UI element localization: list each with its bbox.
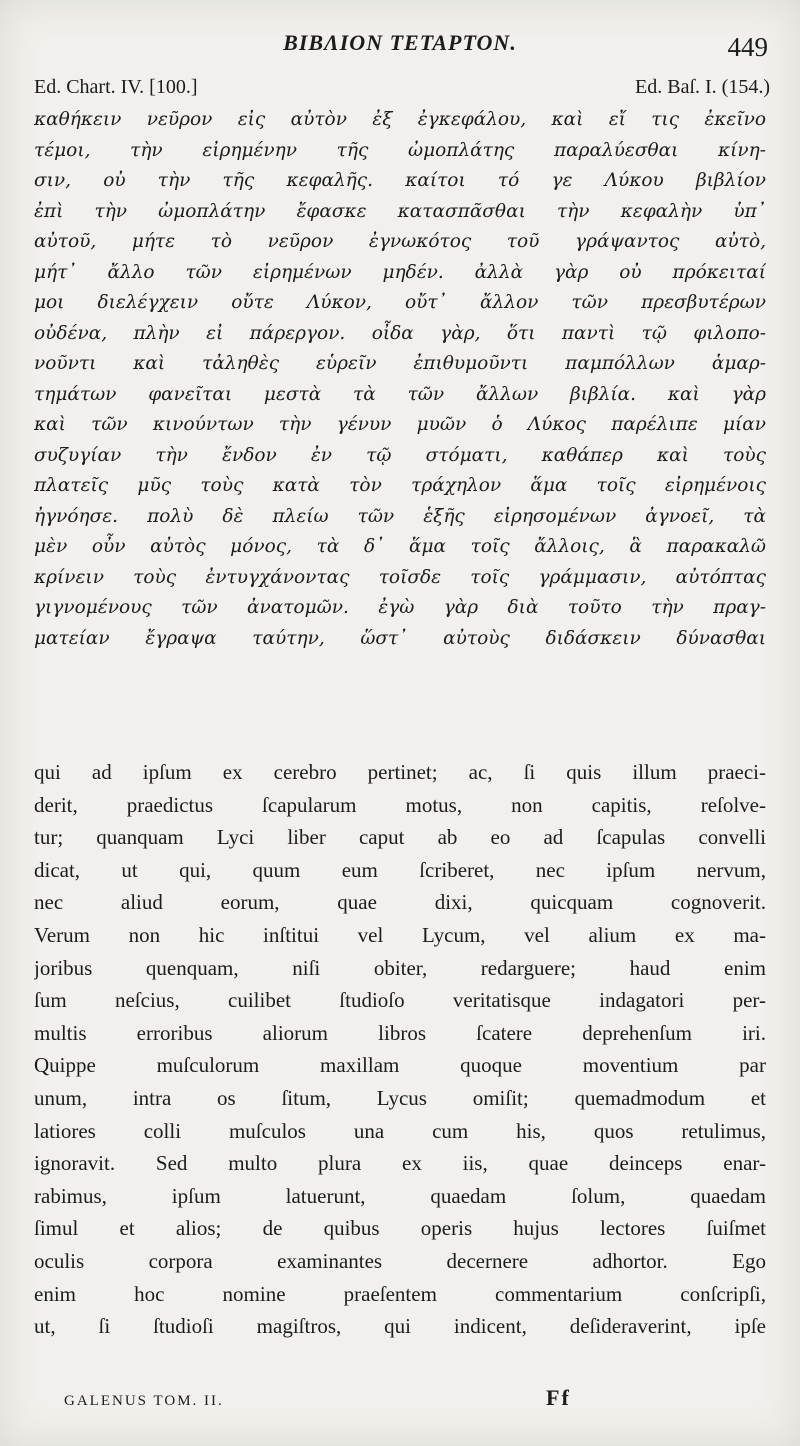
latin-line: ignoravit. Sed multo plura ex iis, quae deinceps enar-	[34, 1151, 766, 1176]
latin-line: Verum non hic inſtitui vel Lycum, vel alium ex ma-	[34, 922, 766, 947]
latin-line: derit, praedictus ſcapularum motus, non capitis, reſolve-	[34, 792, 766, 817]
edition-reference-right: Ed. Baſ. I. (154.)	[635, 76, 770, 98]
greek-line: κρίνειν τοὺς ἐντυγχάνοντας τοῖσδε τοῖς γράμμασιν, αὐτόπτας	[34, 566, 766, 588]
latin-line: enim hoc nomine praeſentem commentarium conſcripſi,	[34, 1281, 766, 1306]
latin-line: oculis corpora examinantes decernere adhortor. Ego	[34, 1248, 766, 1273]
edition-reference-left: Ed. Chart. IV. [100.]	[34, 76, 198, 98]
greek-line: σιν, οὐ τὴν τῆς κεφαλῆς. καίτοι τό γε Λύκου βιβλίον	[34, 170, 766, 191]
greek-line: ἠγνόησε. πολὺ δὲ πλείω τῶν ἑξῆς εἰρησομένων ἀγνοεῖ, τὰ	[34, 505, 766, 527]
latin-line: nec aliud eorum, quae dixi, quicquam cognoverit.	[34, 890, 766, 915]
greek-line: τημάτων φανεῖται μεστὰ τὰ τῶν ἄλλων βιβλία. καὶ γὰρ	[34, 383, 766, 405]
greek-line: συζυγίαν τὴν ἔνδον ἐν τῷ στόματι, καθάπερ καὶ τοὺς	[34, 444, 766, 466]
greek-line: νοῦντι καὶ τἀληθὲς εὑρεῖν ἐπιθυμοῦντι παμπόλλων ἁμαρ-	[34, 353, 766, 374]
greek-line: ἐπὶ τὴν ὠμοπλάτην ἔφασκε κατασπᾶσθαι τὴν κεφαλὴν ὑπ᾽	[34, 200, 766, 222]
latin-line: latiores colli muſculos una cum his, quos retulimus,	[34, 1118, 766, 1143]
greek-line: γιγνομένους τῶν ἀνατομῶν. ἐγὼ γὰρ διὰ τοῦτο τὴν πραγ-	[34, 597, 766, 618]
greek-line: καὶ τῶν κινούντων τὴν γένυν μυῶν ὁ Λύκος παρέλιπε μίαν	[34, 414, 766, 435]
greek-line: μήτ᾽ ἄλλο τῶν εἰρημένων μηδέν. ἀλλὰ γὰρ οὐ πρόκειταί	[34, 261, 766, 283]
greek-line: οὐδένα, πλὴν εἰ πάρεργον. οἶδα γὰρ, ὅτι παντὶ τῷ φιλοπο-	[34, 322, 766, 344]
latin-text-block	[34, 756, 766, 1343]
latin-line: ſimul et alios; de quibus operis hujus lectores ſuiſmet	[34, 1216, 766, 1241]
running-title: BIBΛΙΟΝ ΤΕΤΑΡΤΟΝ.	[283, 30, 517, 55]
latin-line: qui ad ipſum ex cerebro pertinet; ac, ſi quis illum praeci-	[34, 760, 766, 784]
latin-line: multis erroribus aliorum libros ſcatere deprehenſum iri.	[34, 1020, 766, 1045]
latin-line: dicat, ut qui, quum eum ſcriberet, nec ipſum nervum,	[34, 857, 766, 882]
latin-line: joribus quenquam, niſi obiter, redarguere; haud enim	[34, 955, 766, 980]
page-number: 449	[727, 32, 768, 62]
gathering-mark: Ff	[546, 1385, 571, 1410]
greek-line: ματείαν ἔγραψα ταύτην, ὥστ᾽ αὐτοὺς διδάσκειν δύνασθαι	[34, 627, 766, 649]
greek-text-block	[34, 105, 766, 654]
greek-line: μοι διελέγχειν οὔτε Λύκον, οὔτ᾽ ἄλλον τῶν πρεσβυτέρων	[34, 292, 766, 313]
greek-line: καθήκειν νεῦρον εἰς αὐτὸν ἐξ ἐγκεφάλου, καὶ εἴ τις ἐκεῖνο	[34, 109, 766, 130]
latin-line: ut, ſi ſtudioſi magiſtros, qui indicent, deſideraverint, ipſe	[34, 1314, 766, 1339]
latin-line: unum, intra os ſitum, Lycus omiſit; quemadmodum et	[34, 1085, 766, 1110]
greek-line: αὐτοῦ, μήτε τὸ νεῦρον ἐγνωκότος τοῦ γράψαντος αὐτὸ,	[34, 231, 766, 252]
latin-line: tur; quanquam Lyci liber caput ab eo ad ſcapulas convelli	[34, 825, 766, 850]
latin-line: Quippe muſculorum maxillam quoque moventium par	[34, 1053, 766, 1078]
greek-line: πλατεῖς μῦς τοὺς κατὰ τὸν τράχηλον ἅμα τοῖς εἰρημένοις	[34, 475, 766, 496]
greek-line: μὲν οὖν αὐτὸς μόνος, τὰ δ᾽ ἅμα τοῖς ἄλλοις, ἃ παρακαλῶ	[34, 536, 766, 557]
latin-line: ſum neſcius, cuilibet ſtudioſo veritatisque indagatori per-	[34, 988, 766, 1013]
volume-signature: GALENUS TOM. II.	[64, 1393, 224, 1409]
latin-line: rabimus, ipſum latuerunt, quaedam ſolum, quaedam	[34, 1183, 766, 1208]
greek-line: τέμοι, τὴν εἰρημένην τῆς ὠμοπλάτης παραλύεσθαι κίνη-	[34, 139, 766, 161]
